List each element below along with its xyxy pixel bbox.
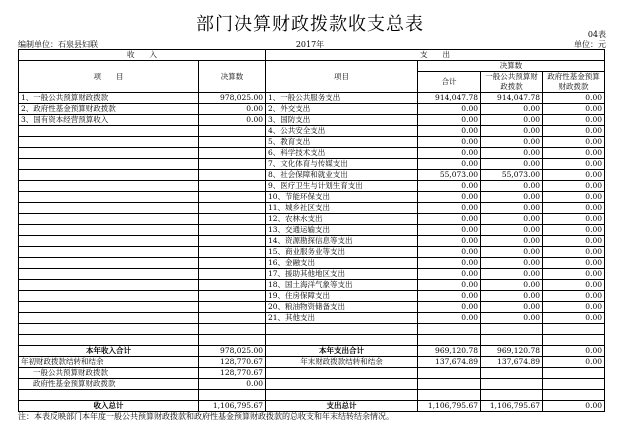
expense-grand-label: 支出总计 <box>266 401 418 412</box>
income-item-label <box>19 269 199 280</box>
table-row <box>19 115 605 126</box>
income-item-label: 3、国有资本经营预算收入 <box>19 115 199 126</box>
expense-general-budget: 0.00 <box>481 137 543 148</box>
expense-total: 0.00 <box>418 104 481 115</box>
expense-gov-fund: 0.00 <box>543 236 605 247</box>
income-amount <box>199 214 266 225</box>
income-item-label <box>19 192 199 203</box>
blank-cell <box>481 335 543 346</box>
blank-row <box>19 335 605 346</box>
income-amount <box>199 291 266 302</box>
expense-item-label: 17、援助其他地区支出 <box>266 269 418 280</box>
blank-cell <box>543 390 605 401</box>
expense-general-budget: 0.00 <box>481 192 543 203</box>
expense-general-budget: 0.00 <box>481 225 543 236</box>
income-item-label <box>19 203 199 214</box>
expense-gov-fund: 0.00 <box>543 192 605 203</box>
expense-item-label: 14、资源勘探信息等支出 <box>266 236 418 247</box>
expense-gov-fund: 0.00 <box>543 104 605 115</box>
blank-row <box>19 390 605 401</box>
expense-item-label: 9、医疗卫生与计划生育支出 <box>266 181 418 192</box>
expense-gov-fund: 0.00 <box>543 280 605 291</box>
blank-cell <box>266 379 418 390</box>
income-item-label <box>19 126 199 137</box>
expense-header: 支 出 <box>266 50 605 61</box>
expense-item-label: 15、商业服务业等支出 <box>266 247 418 258</box>
table-row <box>19 247 605 258</box>
expense-total: 0.00 <box>418 203 481 214</box>
carry-out-general: 137,674.89 <box>481 357 543 368</box>
carry-out-total: 137,674.89 <box>418 357 481 368</box>
blank-cell <box>543 379 605 390</box>
expense-gov-fund: 0.00 <box>543 93 605 104</box>
expense-total: 0.00 <box>418 137 481 148</box>
carry-in-amount: 128,770.67 <box>199 357 266 368</box>
table-row <box>19 225 605 236</box>
table-code: 04表 <box>587 30 606 39</box>
final-amount-header-exp: 决算数 <box>418 61 605 72</box>
blank-cell <box>418 335 481 346</box>
blank-cell <box>199 390 266 401</box>
expense-total: 55,073.00 <box>418 170 481 181</box>
grand-total-row <box>19 401 605 412</box>
income-item-label <box>19 170 199 181</box>
income-total: 978,025.00 <box>199 346 266 357</box>
expense-total-fund: 0.00 <box>543 346 605 357</box>
income-amount <box>199 280 266 291</box>
income-amount <box>199 247 266 258</box>
expense-gov-fund: 0.00 <box>543 137 605 148</box>
expense-gov-fund: 0.00 <box>543 148 605 159</box>
income-item-label <box>19 258 199 269</box>
carry-over-row <box>19 357 605 368</box>
year-label: 2017年 <box>295 40 325 49</box>
table-row <box>19 269 605 280</box>
expense-general-budget: 0.00 <box>481 269 543 280</box>
blank-cell <box>543 324 605 335</box>
expense-general-budget: 55,073.00 <box>481 170 543 181</box>
expense-total: 0.00 <box>418 302 481 313</box>
income-amount <box>199 137 266 148</box>
income-amount <box>199 192 266 203</box>
expense-general-budget: 0.00 <box>481 159 543 170</box>
expense-grand-general: 1,106,795.67 <box>481 401 543 412</box>
table-row <box>19 93 605 104</box>
total-header: 合计 <box>418 72 481 93</box>
expense-gov-fund: 0.00 <box>543 313 605 324</box>
column-header-row <box>19 61 605 72</box>
gov-fund-header: 政府性基金预算财政拨款 <box>543 72 605 93</box>
table-row <box>19 148 605 159</box>
expense-general-budget: 0.00 <box>481 104 543 115</box>
expense-item-label: 13、交通运输支出 <box>266 225 418 236</box>
income-item-label: 2、政府性基金预算财政拨款 <box>19 104 199 115</box>
expense-gov-fund: 0.00 <box>543 115 605 126</box>
expense-total: 914,047.78 <box>418 93 481 104</box>
expense-general-budget: 0.00 <box>481 115 543 126</box>
expense-general-budget: 0.00 <box>481 247 543 258</box>
income-item-label <box>19 148 199 159</box>
expense-gov-fund: 0.00 <box>543 214 605 225</box>
expense-total: 0.00 <box>418 280 481 291</box>
income-grand-total: 1,106,795.67 <box>199 401 266 412</box>
income-item-label <box>19 236 199 247</box>
expense-item-label: 19、住房保障支出 <box>266 291 418 302</box>
expense-total: 0.00 <box>418 214 481 225</box>
expense-gov-fund: 0.00 <box>543 203 605 214</box>
table-row <box>19 236 605 247</box>
expense-general-budget: 0.00 <box>481 203 543 214</box>
carry-out-label: 年末财政拨款结转和结余 <box>266 357 418 368</box>
expense-general-budget: 0.00 <box>481 302 543 313</box>
income-amount: 978,025.00 <box>199 93 266 104</box>
income-amount <box>199 148 266 159</box>
blank-cell <box>266 324 418 335</box>
expense-item-label: 3、国防支出 <box>266 115 418 126</box>
expense-general-budget: 0.00 <box>481 291 543 302</box>
final-amount-header: 决算数 <box>199 61 266 93</box>
income-amount: 0.00 <box>199 104 266 115</box>
carry-in-general-amount: 128,770.67 <box>199 368 266 379</box>
income-item-label <box>19 291 199 302</box>
blank-cell <box>543 368 605 379</box>
year-total-row <box>19 346 605 357</box>
blank-cell <box>481 324 543 335</box>
income-item-label <box>19 137 199 148</box>
expense-total: 0.00 <box>418 247 481 258</box>
blank-cell <box>199 335 266 346</box>
table-row <box>19 313 605 324</box>
expense-gov-fund: 0.00 <box>543 225 605 236</box>
blank-cell <box>19 335 199 346</box>
carry-in-fund-label: 政府性基金预算财政拨款 <box>19 379 199 390</box>
blank-cell <box>418 390 481 401</box>
income-item-label <box>19 159 199 170</box>
blank-cell <box>418 368 481 379</box>
expense-item-label: 10、节能环保支出 <box>266 192 418 203</box>
carry-in-fund-row <box>19 379 605 390</box>
general-budget-header: 一般公共预算财政拨款 <box>481 72 543 93</box>
income-amount <box>199 159 266 170</box>
blank-cell <box>481 368 543 379</box>
income-amount <box>199 170 266 181</box>
expense-general-budget: 0.00 <box>481 148 543 159</box>
expense-general-budget: 914,047.78 <box>481 93 543 104</box>
expense-gov-fund: 0.00 <box>543 126 605 137</box>
item-header: 项 目 <box>19 61 199 93</box>
expense-total: 0.00 <box>418 148 481 159</box>
expense-gov-fund: 0.00 <box>543 302 605 313</box>
table-row <box>19 181 605 192</box>
expense-grand-fund: 0.00 <box>543 401 605 412</box>
section-header-row <box>19 50 605 61</box>
expense-gov-fund: 0.00 <box>543 170 605 181</box>
income-amount <box>199 236 266 247</box>
table-row <box>19 126 605 137</box>
carry-out-fund: 0.00 <box>543 357 605 368</box>
expense-general-budget: 0.00 <box>481 181 543 192</box>
income-item-label: 1、一般公共预算财政拨款 <box>19 93 199 104</box>
expense-general-budget: 0.00 <box>481 313 543 324</box>
expense-general-budget: 0.00 <box>481 126 543 137</box>
expense-total: 0.00 <box>418 313 481 324</box>
expense-item-label: 1、一般公共服务支出 <box>266 93 418 104</box>
expense-total-label: 本年支出合计 <box>266 346 418 357</box>
blank-cell <box>481 390 543 401</box>
exp-item-header: 项目 <box>266 61 418 93</box>
income-amount <box>199 225 266 236</box>
expense-gov-fund: 0.00 <box>543 269 605 280</box>
expense-item-label: 12、农林水支出 <box>266 214 418 225</box>
expense-total: 0.00 <box>418 269 481 280</box>
carry-in-fund-amount: 0.00 <box>199 379 266 390</box>
expense-gov-fund: 0.00 <box>543 247 605 258</box>
blank-cell <box>19 324 199 335</box>
unit-label: 单位：元 <box>574 40 606 49</box>
expense-item-label: 16、金融支出 <box>266 258 418 269</box>
income-amount <box>199 126 266 137</box>
table-row <box>19 280 605 291</box>
expense-total: 0.00 <box>418 291 481 302</box>
income-amount <box>199 258 266 269</box>
expense-total-sum: 969,120.78 <box>418 346 481 357</box>
expense-item-label: 11、城乡社区支出 <box>266 203 418 214</box>
expense-total: 0.00 <box>418 258 481 269</box>
expense-total: 0.00 <box>418 115 481 126</box>
expense-total: 0.00 <box>418 225 481 236</box>
report-table <box>18 49 605 412</box>
income-item-label <box>19 280 199 291</box>
blank-cell <box>418 324 481 335</box>
expense-item-label: 20、粮油物资储备支出 <box>266 302 418 313</box>
blank-cell <box>266 390 418 401</box>
expense-total: 0.00 <box>418 192 481 203</box>
table-row <box>19 104 605 115</box>
table-row <box>19 170 605 181</box>
expense-general-budget: 0.00 <box>481 236 543 247</box>
income-amount <box>199 203 266 214</box>
carry-in-label: 年初财政拨款结转和结余 <box>19 357 199 368</box>
blank-cell <box>199 324 266 335</box>
income-item-label <box>19 313 199 324</box>
income-amount <box>199 313 266 324</box>
table-row <box>19 137 605 148</box>
blank-cell <box>19 390 199 401</box>
table-row <box>19 302 605 313</box>
income-amount <box>199 302 266 313</box>
income-grand-label: 收入总计 <box>19 401 199 412</box>
expense-gov-fund: 0.00 <box>543 159 605 170</box>
blank-cell <box>481 379 543 390</box>
blank-cell <box>266 335 418 346</box>
table-row <box>19 214 605 225</box>
expense-total-general: 969,120.78 <box>481 346 543 357</box>
table-row <box>19 291 605 302</box>
expense-general-budget: 0.00 <box>481 214 543 225</box>
table-row <box>19 203 605 214</box>
expense-gov-fund: 0.00 <box>543 181 605 192</box>
blank-cell <box>266 368 418 379</box>
income-item-label <box>19 181 199 192</box>
expense-total: 0.00 <box>418 236 481 247</box>
income-item-label <box>19 302 199 313</box>
table-row <box>19 192 605 203</box>
footnote: 注：本表反映部门本年度一般公共预算财政拨款和政府性基金预算财政拨款的总收支和年末结转结余情况。 <box>18 412 394 421</box>
table-row <box>19 159 605 170</box>
expense-total: 0.00 <box>418 181 481 192</box>
blank-cell <box>418 379 481 390</box>
expense-item-label: 8、社会保障和就业支出 <box>266 170 418 181</box>
table-row <box>19 258 605 269</box>
expense-item-label: 21、其他支出 <box>266 313 418 324</box>
expense-item-label: 4、公共安全支出 <box>266 126 418 137</box>
blank-row <box>19 324 605 335</box>
expense-item-label: 6、科学技术支出 <box>266 148 418 159</box>
income-amount <box>199 269 266 280</box>
blank-cell <box>543 335 605 346</box>
income-amount <box>199 181 266 192</box>
carry-in-general-label: 一般公共预算财政拨款 <box>19 368 199 379</box>
expense-item-label: 2、外交支出 <box>266 104 418 115</box>
expense-item-label: 5、教育支出 <box>266 137 418 148</box>
income-header: 收 入 <box>19 50 266 61</box>
org-label: 编制单位：石泉县妇联 <box>18 40 98 49</box>
expense-total: 0.00 <box>418 159 481 170</box>
income-item-label <box>19 225 199 236</box>
expense-item-label: 18、国土海洋气象等支出 <box>266 280 418 291</box>
expense-gov-fund: 0.00 <box>543 291 605 302</box>
income-item-label <box>19 247 199 258</box>
expense-total: 0.00 <box>418 126 481 137</box>
expense-grand-total: 1,106,795.67 <box>418 401 481 412</box>
income-total-label: 本年收入合计 <box>19 346 199 357</box>
expense-general-budget: 0.00 <box>481 280 543 291</box>
income-amount: 0.00 <box>199 115 266 126</box>
carry-in-general-row <box>19 368 605 379</box>
page-title: 部门决算财政拨款收支总表 <box>196 14 424 35</box>
expense-gov-fund: 0.00 <box>543 258 605 269</box>
expense-general-budget: 0.00 <box>481 258 543 269</box>
expense-item-label: 7、文化体育与传媒支出 <box>266 159 418 170</box>
income-item-label <box>19 214 199 225</box>
